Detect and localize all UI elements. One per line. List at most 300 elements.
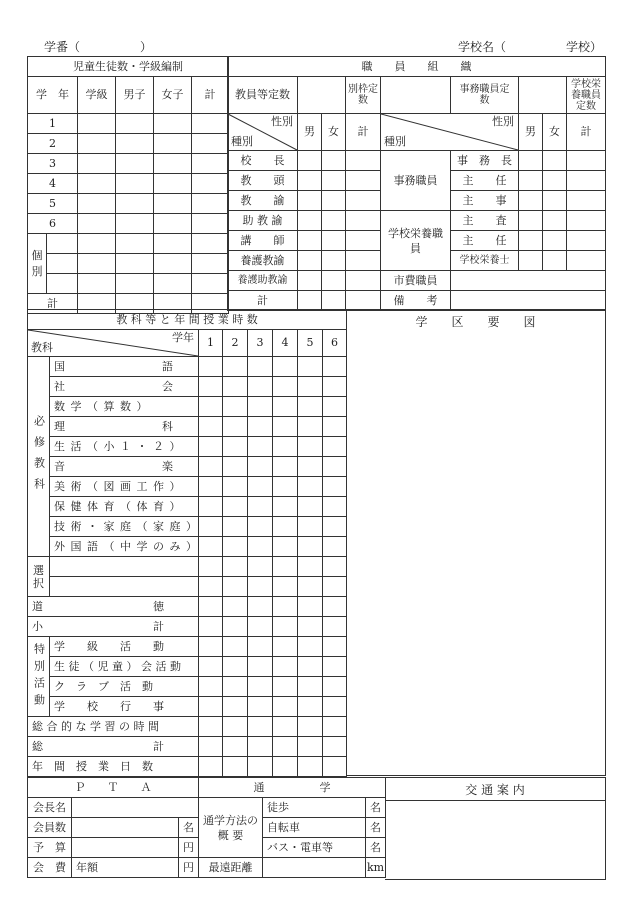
input-cell[interactable] (543, 231, 567, 251)
hours-input-cell[interactable] (298, 497, 323, 517)
input-cell[interactable] (78, 254, 116, 274)
input-cell[interactable] (567, 151, 606, 171)
input-cell[interactable] (298, 271, 322, 291)
jimu-item-2: 主 任 (451, 171, 519, 191)
hours-input-cell[interactable] (298, 517, 323, 537)
grade-col-2: 2 (223, 330, 248, 357)
input-cell[interactable] (263, 858, 366, 878)
hours-input-cell[interactable] (323, 577, 347, 597)
input-cell[interactable] (116, 114, 154, 134)
nenkan-row: 年 間 授 業 日 数 (28, 757, 199, 777)
input-cell[interactable] (72, 818, 179, 838)
hours-input-cell[interactable] (223, 497, 248, 517)
pta-title: Ｐ Ｔ Ａ (28, 778, 199, 798)
hours-input-cell[interactable] (248, 517, 273, 537)
pta-kaicho: 会長名 (28, 798, 72, 818)
hisshu-label: 必修教科 (32, 414, 46, 499)
shubetsu-left: 種別 (231, 135, 253, 148)
tokubetsu-row: 学 校 行 事 (50, 697, 199, 717)
hours-input-cell[interactable] (223, 357, 248, 377)
hours-input-cell[interactable] (223, 657, 248, 677)
saien-label: 最遠距離 (199, 858, 263, 878)
hours-input-cell[interactable] (248, 617, 273, 637)
input-cell[interactable] (322, 271, 346, 291)
hours-input-cell[interactable] (298, 417, 323, 437)
hours-input-cell[interactable] (323, 557, 347, 577)
hours-input-cell[interactable] (199, 737, 223, 757)
kobetsu-label: 個別 (28, 234, 47, 293)
input-cell[interactable] (78, 274, 116, 294)
hours-input-cell[interactable] (248, 457, 273, 477)
hours-input-cell[interactable] (273, 477, 298, 497)
subject-row: 美 術 （ 図 画 工 作 ） (50, 477, 199, 497)
pta-kaihi-unit: 円 (179, 858, 199, 878)
gakuban-label (44, 38, 152, 55)
hours-input-cell[interactable] (273, 437, 298, 457)
hours-input-cell[interactable] (323, 457, 347, 477)
hours-input-cell[interactable] (248, 597, 273, 617)
hours-input-cell[interactable] (223, 757, 248, 777)
input-cell[interactable] (78, 154, 116, 174)
hours-input-cell[interactable] (323, 377, 347, 397)
hours-input-cell[interactable] (223, 737, 248, 757)
input-cell[interactable] (346, 231, 381, 251)
tokubetsu-row: 生 徒 （ 児 童 ） 会 活 動 (50, 657, 199, 677)
input-cell[interactable] (192, 114, 229, 134)
hours-input-cell[interactable] (248, 417, 273, 437)
hours-input-cell[interactable] (248, 397, 273, 417)
hours-input-cell[interactable] (199, 557, 223, 577)
hours-input-cell[interactable] (298, 637, 323, 657)
hours-input-cell[interactable] (323, 697, 347, 717)
input-cell[interactable] (519, 251, 543, 271)
hours-input-cell[interactable] (273, 457, 298, 477)
hours-input-cell[interactable] (273, 597, 298, 617)
grade-1: 1 (28, 114, 78, 134)
staff-table (227, 56, 606, 311)
hours-input-cell[interactable] (323, 617, 347, 637)
hours-input-cell[interactable] (223, 617, 248, 637)
input-cell[interactable] (567, 191, 606, 211)
biko-label: 備 考 (381, 291, 451, 311)
eiyo-item-2: 主 任 (451, 231, 519, 251)
hours-input-cell[interactable] (298, 717, 323, 737)
eiyo-item-3: 学校栄養士 (451, 251, 519, 271)
input-cell[interactable] (298, 211, 322, 231)
hours-input-cell[interactable] (323, 477, 347, 497)
input-cell[interactable] (116, 234, 154, 254)
tokubetsu-group (28, 637, 50, 717)
hours-input-cell[interactable] (273, 357, 298, 377)
hisshu-group (28, 357, 50, 557)
input-cell[interactable] (322, 251, 346, 271)
input-cell[interactable] (154, 214, 192, 234)
hours-input-cell[interactable] (199, 537, 223, 557)
hours-input-cell[interactable] (273, 717, 298, 737)
staff-koshi: 講 師 (228, 231, 298, 251)
hours-input-cell[interactable] (248, 577, 273, 597)
input-cell[interactable] (192, 174, 229, 194)
hours-input-cell[interactable] (323, 757, 347, 777)
input-cell[interactable] (322, 171, 346, 191)
pta-kaihi: 会 費 (28, 858, 72, 878)
hours-input-cell[interactable] (199, 417, 223, 437)
hours-table (27, 309, 347, 777)
hours-input-cell[interactable] (199, 657, 223, 677)
input-cell[interactable] (346, 271, 381, 291)
hours-input-cell[interactable] (223, 637, 248, 657)
pta-kaihi-sub: 年額 (72, 858, 179, 878)
pta-yosan-unit: 円 (179, 838, 199, 858)
input-cell[interactable] (298, 291, 322, 311)
input-cell[interactable] (346, 151, 381, 171)
hours-input-cell[interactable] (199, 497, 223, 517)
hours-input-cell[interactable] (199, 357, 223, 377)
jimu-group: 事務職員 (381, 151, 451, 211)
hours-input-cell[interactable] (199, 637, 223, 657)
input-cell[interactable] (116, 194, 154, 214)
input-cell[interactable] (116, 174, 154, 194)
hours-input-cell[interactable] (273, 377, 298, 397)
hours-input-cell[interactable] (248, 737, 273, 757)
hours-input-cell[interactable] (298, 437, 323, 457)
col-girls: 女子 (154, 77, 192, 114)
hours-input-cell[interactable] (248, 677, 273, 697)
input-cell[interactable] (78, 114, 116, 134)
grade-col-6: 6 (323, 330, 347, 357)
kyoka-label: 教科 (31, 341, 53, 354)
shihi-label: 市費職員 (381, 271, 451, 291)
hours-input-cell[interactable] (323, 417, 347, 437)
hours-input-cell[interactable] (298, 737, 323, 757)
hours-input-cell[interactable] (298, 537, 323, 557)
hours-input-cell[interactable] (199, 617, 223, 637)
gakuban-close: ） (140, 40, 153, 54)
jimu-item-1: 事 務 長 (451, 151, 519, 171)
input-cell[interactable] (116, 134, 154, 154)
students-total-label: 計 (28, 294, 78, 314)
hours-input-cell[interactable] (298, 557, 323, 577)
hours-input-cell[interactable] (273, 557, 298, 577)
tsugaku-table (198, 777, 386, 878)
hours-input-cell[interactable] (248, 477, 273, 497)
hours-input-cell[interactable] (199, 517, 223, 537)
hours-input-cell[interactable] (248, 657, 273, 677)
jimu-quota-label: 事務職員定 数 (451, 77, 519, 114)
hours-input-cell[interactable] (199, 457, 223, 477)
input-cell[interactable] (519, 171, 543, 191)
tokubetsu-label: 特別活動 (32, 642, 46, 711)
hours-input-cell[interactable] (248, 357, 273, 377)
hours-input-cell[interactable] (298, 377, 323, 397)
eiyo-quota-label: 学校栄養職員定数 (567, 77, 606, 114)
hours-input-cell[interactable] (223, 537, 248, 557)
hours-input-cell[interactable] (273, 497, 298, 517)
hours-input-cell[interactable] (273, 757, 298, 777)
subject-row: 外 国 語 （ 中 学 の み ） (50, 537, 199, 557)
grade-4: 4 (28, 174, 78, 194)
hours-input-cell[interactable] (199, 477, 223, 497)
input-cell[interactable] (519, 151, 543, 171)
hours-input-cell[interactable] (248, 717, 273, 737)
hours-input-cell[interactable] (199, 757, 223, 777)
tokubetsu-row: 学 級 活 動 (50, 637, 199, 657)
hours-input-cell[interactable] (323, 677, 347, 697)
grade-col-1: 1 (199, 330, 223, 357)
input-cell[interactable] (72, 798, 199, 818)
hours-input-cell[interactable] (323, 497, 347, 517)
input-cell[interactable] (78, 194, 116, 214)
hours-input-cell[interactable] (199, 577, 223, 597)
staff-yogo: 養護教諭 (228, 251, 298, 271)
input-cell[interactable] (451, 291, 606, 311)
input-cell[interactable] (192, 214, 229, 234)
hours-input-cell[interactable] (199, 377, 223, 397)
hours-input-cell[interactable] (223, 397, 248, 417)
hours-input-cell[interactable] (298, 577, 323, 597)
hours-input-cell[interactable] (223, 437, 248, 457)
hours-input-cell[interactable] (323, 737, 347, 757)
hours-input-cell[interactable] (323, 637, 347, 657)
input-cell[interactable] (543, 171, 567, 191)
jimu-item-3: 主 事 (451, 191, 519, 211)
tokubetsu-row: ク ラ ブ 活 動 (50, 677, 199, 697)
input-cell[interactable] (78, 234, 116, 254)
input-cell[interactable] (567, 231, 606, 251)
input-cell[interactable] (192, 194, 229, 214)
gakunen-label: 学年 (172, 331, 194, 344)
hours-input-cell[interactable] (223, 597, 248, 617)
input-cell[interactable] (567, 211, 606, 231)
right-diag-header (381, 114, 519, 151)
input-cell[interactable] (519, 77, 567, 114)
input-cell[interactable] (116, 214, 154, 234)
input-cell[interactable] (154, 174, 192, 194)
pta-table (27, 777, 199, 878)
input-cell[interactable] (322, 231, 346, 251)
teacher-quota-label: 教員等定数 (228, 77, 298, 114)
hours-input-cell[interactable] (298, 397, 323, 417)
hours-input-cell[interactable] (248, 557, 273, 577)
col-classes: 学級 (78, 77, 116, 114)
hours-input-cell[interactable] (248, 637, 273, 657)
hours-diag-header (28, 330, 199, 357)
betsuwaku-label: 別枠定数 (346, 77, 381, 114)
hours-input-cell[interactable] (248, 697, 273, 717)
input-cell[interactable] (116, 254, 154, 274)
input-cell[interactable] (78, 134, 116, 154)
hours-input-cell[interactable] (223, 677, 248, 697)
sogo-row: 総 合 的 な 学 習 の 時 間 (28, 717, 199, 737)
hours-input-cell[interactable] (223, 577, 248, 597)
input-cell[interactable] (78, 214, 116, 234)
hours-input-cell[interactable] (248, 437, 273, 457)
hours-input-cell[interactable] (298, 657, 323, 677)
hours-input-cell[interactable] (273, 397, 298, 417)
input-cell[interactable] (192, 274, 229, 294)
hours-input-cell[interactable] (273, 577, 298, 597)
hours-input-cell[interactable] (273, 657, 298, 677)
school-open: 学校名（ (458, 40, 507, 54)
hours-input-cell[interactable] (298, 617, 323, 637)
input-cell[interactable] (298, 77, 346, 114)
input-cell[interactable] (346, 171, 381, 191)
input-cell[interactable] (116, 154, 154, 174)
hours-input-cell[interactable] (199, 677, 223, 697)
input-cell[interactable] (192, 154, 229, 174)
hours-input-cell[interactable] (223, 477, 248, 497)
input-cell[interactable] (567, 251, 606, 271)
input-cell[interactable] (567, 171, 606, 191)
hours-input-cell[interactable] (323, 597, 347, 617)
input-cell[interactable] (322, 291, 346, 311)
staff-kyoyu: 教 諭 (228, 191, 298, 211)
hours-input-cell[interactable] (298, 477, 323, 497)
sentaku-label: 選択 (28, 557, 50, 597)
hours-input-cell[interactable] (273, 677, 298, 697)
hours-input-cell[interactable] (323, 517, 347, 537)
hours-input-cell[interactable] (223, 457, 248, 477)
input-cell[interactable] (154, 154, 192, 174)
input-cell[interactable] (192, 234, 229, 254)
hours-input-cell[interactable] (298, 357, 323, 377)
transport-guide[interactable] (385, 777, 606, 880)
input-cell[interactable] (346, 211, 381, 231)
school-district-map[interactable] (346, 309, 606, 776)
input-cell[interactable] (346, 191, 381, 211)
input-cell[interactable] (298, 191, 322, 211)
hours-input-cell[interactable] (248, 497, 273, 517)
input-cell[interactable] (543, 191, 567, 211)
hours-input-cell[interactable] (199, 597, 223, 617)
shubetsu-right: 種別 (384, 135, 406, 148)
input-cell[interactable] (116, 274, 154, 294)
km-unit: km (366, 858, 386, 878)
hours-input-cell[interactable] (298, 457, 323, 477)
input-cell[interactable] (298, 231, 322, 251)
hours-input-cell[interactable] (273, 517, 298, 537)
hours-input-cell[interactable] (323, 717, 347, 737)
pta-kaiin-unit: 名 (179, 818, 199, 838)
hours-input-cell[interactable] (273, 697, 298, 717)
kobetsu-group (28, 234, 78, 294)
input-cell[interactable] (322, 211, 346, 231)
hours-input-cell[interactable] (273, 737, 298, 757)
method-jitensha: 自転車 (263, 818, 366, 838)
grade-3: 3 (28, 154, 78, 174)
input-cell[interactable] (543, 211, 567, 231)
input-cell[interactable] (192, 134, 229, 154)
grade-col-4: 4 (273, 330, 298, 357)
female-right: 女 (543, 114, 567, 151)
input-cell[interactable] (154, 194, 192, 214)
input-cell[interactable] (78, 174, 116, 194)
hours-input-cell[interactable] (273, 617, 298, 637)
col-boys: 男子 (116, 77, 154, 114)
hours-input-cell[interactable] (199, 397, 223, 417)
hours-input-cell[interactable] (223, 557, 248, 577)
hours-input-cell[interactable] (199, 437, 223, 457)
hours-input-cell[interactable] (323, 397, 347, 417)
unit-jitensha: 名 (366, 818, 386, 838)
input-cell[interactable] (543, 251, 567, 271)
input-cell[interactable] (192, 254, 229, 274)
hours-input-cell[interactable] (50, 577, 199, 597)
input-cell[interactable] (346, 291, 381, 311)
input-cell[interactable] (543, 151, 567, 171)
subject-row: 社 会 (50, 377, 199, 397)
unit-bus: 名 (366, 838, 386, 858)
hours-input-cell[interactable] (50, 557, 199, 577)
input-cell[interactable] (346, 251, 381, 271)
input-cell[interactable] (298, 251, 322, 271)
input-cell[interactable] (154, 254, 192, 274)
input-cell[interactable] (72, 838, 179, 858)
left-diag-header (228, 114, 298, 151)
seibetsu-left: 性別 (271, 115, 293, 128)
input-cell[interactable] (298, 151, 322, 171)
hours-input-cell[interactable] (223, 697, 248, 717)
input-cell[interactable] (381, 77, 451, 114)
input-cell[interactable] (519, 211, 543, 231)
hours-input-cell[interactable] (248, 537, 273, 557)
input-cell[interactable] (322, 151, 346, 171)
hours-input-cell[interactable] (298, 697, 323, 717)
grade-col-5: 5 (298, 330, 323, 357)
hours-input-cell[interactable] (323, 437, 347, 457)
school-suffix: 学校） (566, 40, 603, 54)
pta-yosan: 予 算 (28, 838, 72, 858)
input-cell[interactable] (322, 191, 346, 211)
hours-input-cell[interactable] (323, 657, 347, 677)
hours-input-cell[interactable] (298, 677, 323, 697)
input-cell[interactable] (154, 114, 192, 134)
eiyo-item-1: 主 査 (451, 211, 519, 231)
sokei-row: 総 計 (28, 737, 199, 757)
input-cell[interactable] (519, 191, 543, 211)
input-cell[interactable] (154, 234, 192, 254)
hours-title: 教 科 等 と 年 間 授 業 時 数 (28, 310, 347, 330)
hours-input-cell[interactable] (223, 417, 248, 437)
hours-input-cell[interactable] (273, 537, 298, 557)
hours-input-cell[interactable] (199, 697, 223, 717)
hours-input-cell[interactable] (298, 757, 323, 777)
grade-5: 5 (28, 194, 78, 214)
hours-input-cell[interactable] (298, 597, 323, 617)
input-cell[interactable] (451, 271, 606, 291)
female-left: 女 (322, 114, 346, 151)
hours-input-cell[interactable] (273, 417, 298, 437)
input-cell[interactable] (154, 274, 192, 294)
hours-input-cell[interactable] (223, 717, 248, 737)
hours-input-cell[interactable] (248, 377, 273, 397)
hours-input-cell[interactable] (323, 357, 347, 377)
subject-row: 生 活 （ 小 １ ・ ２ ） (50, 437, 199, 457)
staff-kyoto: 教 頭 (228, 171, 298, 191)
subject-row: 保 健 体 育 （ 体 育 ） (50, 497, 199, 517)
input-cell[interactable] (154, 134, 192, 154)
students-title: 児童生徒数・学級編制 (28, 57, 229, 77)
hours-input-cell[interactable] (199, 717, 223, 737)
hours-input-cell[interactable] (248, 757, 273, 777)
hours-input-cell[interactable] (273, 637, 298, 657)
hours-input-cell[interactable] (223, 377, 248, 397)
transport-title: 交 通 案 内 (385, 781, 605, 801)
hours-input-cell[interactable] (223, 517, 248, 537)
hours-input-cell[interactable] (323, 537, 347, 557)
input-cell[interactable] (519, 231, 543, 251)
input-cell[interactable] (298, 171, 322, 191)
